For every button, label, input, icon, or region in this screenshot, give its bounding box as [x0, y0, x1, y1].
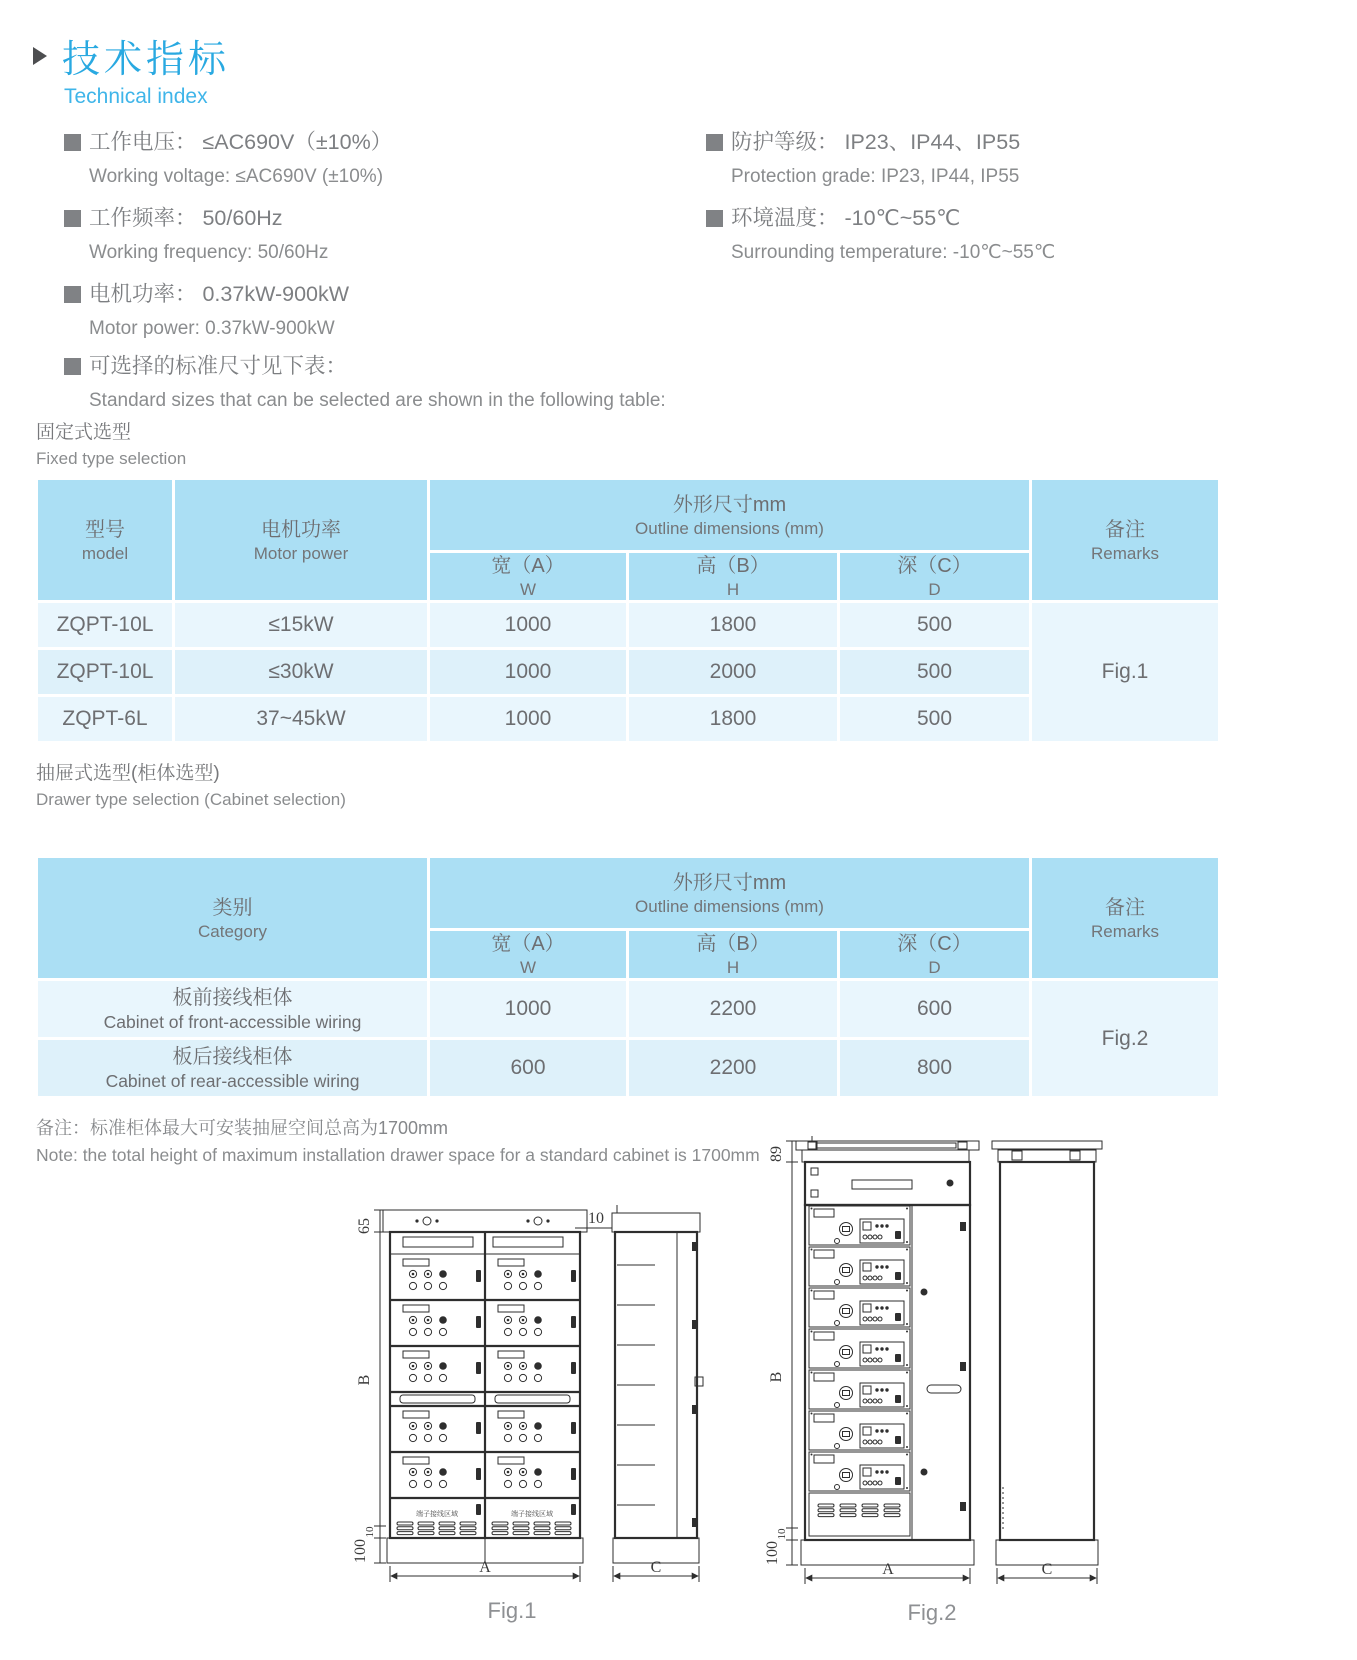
cell-model: ZQPT-10L: [38, 650, 172, 694]
spec-cn: 电机功率： 0.37kW-900kW: [89, 282, 350, 306]
cell-width: 1000: [430, 981, 626, 1037]
section-label-drawer: [36, 760, 346, 812]
spec-en: Working frequency: 50/60Hz: [89, 242, 329, 263]
col-header-category: 类别 Category: [38, 858, 427, 978]
spec-en: Surrounding temperature: -10℃~55℃: [731, 242, 1056, 263]
fig1-terminal-label: 端子接线区域: [511, 1511, 553, 1518]
fixed-type-table: [35, 477, 1221, 744]
cell-depth: 500: [840, 697, 1029, 741]
section-arrow-icon: [33, 47, 47, 65]
cell-width: 600: [430, 1040, 626, 1096]
intro-en: Standard sizes that can be selected are shown in the following table:: [89, 390, 666, 411]
fig1-dim-topright-label: 10: [588, 1210, 604, 1227]
cell-remark: Fig.1: [1032, 603, 1218, 741]
fig1-dim-vent-label: 10: [364, 1526, 376, 1538]
footnote: [36, 1114, 760, 1169]
cell-power: ≤15kW: [175, 603, 427, 647]
fig2-dim-height-label: B: [768, 1371, 785, 1383]
spec-cn: 防护等级： IP23、IP44、IP55: [731, 130, 1021, 154]
footnote-cn: 备注：标准柜体最大可安装抽屉空间总高为1700mm: [36, 1118, 449, 1138]
intro-cn: 可选择的标准尺寸见下表：: [89, 354, 348, 378]
section-label-en: Drawer type selection (Cabinet selection): [36, 790, 346, 809]
fig1-terminal-label: 端子接线区域: [416, 1511, 458, 1518]
fig1-dim-cap-label: 65: [356, 1218, 373, 1234]
spec-en: Motor power: 0.37kW-900kW: [89, 318, 335, 339]
spec-item: [64, 279, 684, 344]
spec-cn: 环境温度： -10℃~55℃: [731, 206, 961, 230]
spec-en: Working voltage: ≤AC690V (±10%): [89, 166, 384, 187]
fig1-side-view: [612, 1205, 703, 1563]
fig1-dim-base-label: 100: [352, 1539, 369, 1563]
fig1-drawing: [325, 1170, 715, 1630]
fig2-dim-cap-label: 89: [768, 1146, 785, 1162]
spec-item: [64, 127, 684, 192]
drawer-type-table: [35, 855, 1221, 1099]
page-subtitle: Technical index: [64, 85, 208, 108]
col-header-width: 宽（A） W: [430, 553, 626, 600]
spec-en: Protection grade: IP23, IP44, IP55: [731, 166, 1020, 187]
fig1-dim-height-label: B: [356, 1374, 373, 1386]
spec-cn: 工作频率： 50/60Hz: [89, 206, 283, 230]
fig1-dim-width-label: A: [479, 1559, 491, 1576]
col-header-width: 宽（A） W: [430, 931, 626, 978]
fig2-drawing: [712, 1092, 1112, 1632]
cell-height: 2200: [629, 981, 837, 1037]
section-label-fixed: [36, 419, 186, 471]
cell-height: 1800: [629, 697, 837, 741]
cell-category: 板后接线柜体 Cabinet of rear-accessible wiring: [38, 1040, 427, 1096]
cell-width: 1000: [430, 697, 626, 741]
fig2-side-view: [992, 1141, 1102, 1565]
cell-height: 2000: [629, 650, 837, 694]
square-bullet-icon: [706, 134, 723, 151]
fig2-dim-base-label: 100: [764, 1541, 781, 1565]
footnote-en: Note: the total height of maximum installation drawer space for a standard cabinet is 1700mm: [36, 1145, 760, 1165]
cell-remark: Fig.2: [1032, 981, 1218, 1096]
square-bullet-icon: [64, 210, 81, 227]
cell-depth: 500: [840, 603, 1029, 647]
spec-item: [706, 203, 1326, 268]
fig2-front-view: [796, 1136, 979, 1565]
fig2-dim-depth-label: C: [1041, 1561, 1053, 1578]
table-row: [38, 603, 1218, 647]
cell-depth: 800: [840, 1040, 1029, 1096]
cell-height: 1800: [629, 603, 837, 647]
fig1-front-view: [383, 1210, 587, 1563]
col-header-depth: 深（C） D: [840, 553, 1029, 600]
cell-model: ZQPT-10L: [38, 603, 172, 647]
spec-list-right: [706, 127, 1326, 279]
section-label-cn: 抽屉式选型(柜体选型): [36, 763, 220, 784]
table-row: [38, 981, 1218, 1037]
fig1-caption: Fig.1: [487, 1598, 537, 1623]
spec-item: [706, 127, 1326, 192]
fig2-dimensions: [764, 1141, 1097, 1584]
col-header-power: 电机功率 Motor power: [175, 480, 427, 600]
fig2-dim-width-label: A: [882, 1561, 894, 1578]
col-header-depth: 深（C） D: [840, 931, 1029, 978]
cell-height: 2200: [629, 1040, 837, 1096]
cell-model: ZQPT-6L: [38, 697, 172, 741]
cell-power: ≤30kW: [175, 650, 427, 694]
square-bullet-icon: [64, 134, 81, 151]
square-bullet-icon: [706, 210, 723, 227]
cell-width: 1000: [430, 603, 626, 647]
spec-cn: 工作电压： ≤AC690V（±10%）: [89, 130, 393, 154]
cell-category: 板前接线柜体 Cabinet of front-accessible wiring: [38, 981, 427, 1037]
cell-power: 37~45kW: [175, 697, 427, 741]
col-header-model: 型号 model: [38, 480, 172, 600]
square-bullet-icon: [64, 286, 81, 303]
section-label-en: Fixed type selection: [36, 449, 187, 468]
page-title: 技术指标: [62, 39, 231, 81]
cell-depth: 600: [840, 981, 1029, 1037]
spec-item: [64, 203, 684, 268]
section-label-cn: 固定式选型: [36, 422, 132, 443]
fig2-caption: Fig.2: [907, 1600, 957, 1625]
cell-width: 1000: [430, 650, 626, 694]
col-header-remarks: 备注 Remarks: [1032, 858, 1218, 978]
col-header-dimensions: 外形尺寸mm Outline dimensions (mm): [430, 480, 1029, 550]
fig1-dim-depth-label: C: [650, 1559, 662, 1576]
square-bullet-icon: [64, 358, 81, 375]
col-header-height: 高（B） H: [629, 553, 837, 600]
col-header-dimensions: 外形尺寸mm Outline dimensions (mm): [430, 858, 1029, 928]
cell-depth: 500: [840, 650, 1029, 694]
table-intro: [64, 351, 666, 416]
fig2-dim-vent-label: 10: [776, 1528, 788, 1540]
spec-list-left: [64, 127, 684, 355]
col-header-remarks: 备注 Remarks: [1032, 480, 1218, 600]
col-header-height: 高（B） H: [629, 931, 837, 978]
